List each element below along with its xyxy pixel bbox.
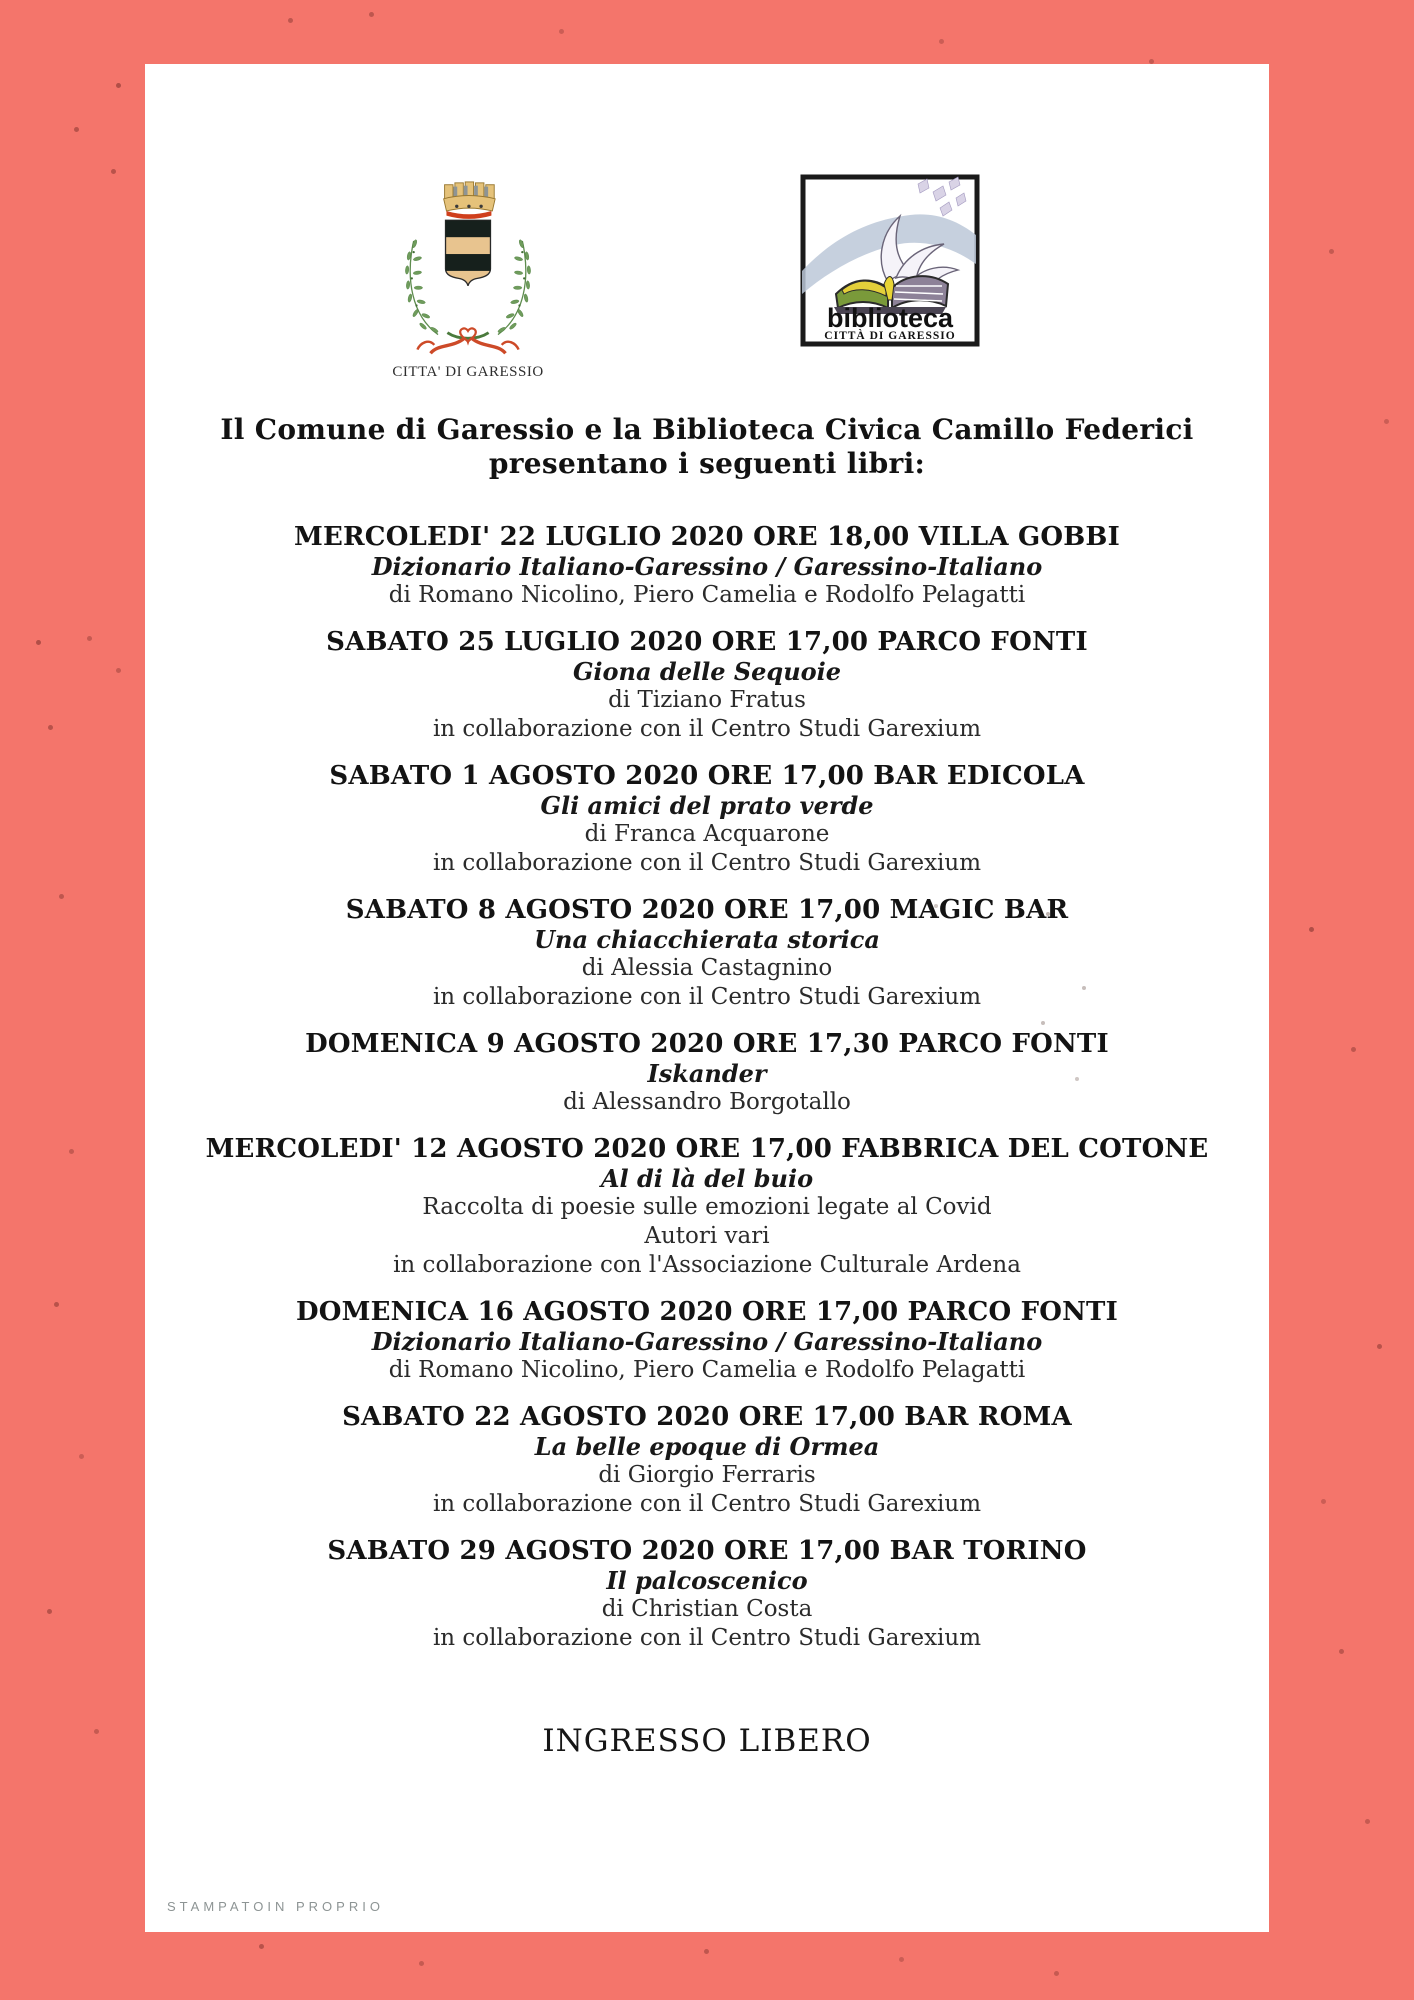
- event-title: Gli amici del prato verde: [540, 791, 874, 820]
- admission-note: INGRESSO LIBERO: [542, 1723, 872, 1759]
- event-block: [165, 1135, 1249, 1280]
- event-line: di Romano Nicolino, Piero Camelia e Rodolfo Pelagatti: [388, 1357, 1026, 1383]
- event-title: Il palcoscenico: [606, 1566, 808, 1595]
- event-line: di Christian Costa: [601, 1596, 813, 1622]
- library-logo: [800, 174, 980, 350]
- event-block: [165, 762, 1249, 878]
- event-heading: SABATO 1 AGOSTO 2020 ORE 17,00 BAR EDICOLA: [329, 761, 1085, 791]
- event-block: [165, 896, 1249, 1012]
- event-title: Al di là del buio: [600, 1164, 814, 1193]
- event-line: in collaborazione con il Centro Studi Garexium: [432, 716, 982, 742]
- event-block: [165, 1403, 1249, 1519]
- event-line: in collaborazione con il Centro Studi Garexium: [432, 984, 982, 1010]
- event-title: Dizionario Italiano-Garessino / Garessino-Italiano: [371, 552, 1043, 581]
- library-logo-title: biblioteca: [826, 303, 954, 333]
- event-line: Autori vari: [644, 1223, 770, 1249]
- event-heading: SABATO 25 LUGLIO 2020 ORE 17,00 PARCO FONTI: [326, 627, 1088, 657]
- event-line: di Alessandro Borgotallo: [563, 1089, 851, 1115]
- ribbon-icon: [417, 328, 518, 353]
- event-block: [165, 523, 1249, 610]
- event-line: di Romano Nicolino, Piero Camelia e Rodolfo Pelagatti: [388, 582, 1026, 608]
- laurel-branch-icon: [405, 239, 439, 334]
- event-line: di Alessia Castagnino: [581, 955, 833, 981]
- print-note: STAMPATOIN PROPRIO: [167, 1899, 384, 1914]
- event-title: La belle epoque di Ormea: [534, 1432, 880, 1461]
- events-list: [145, 523, 1269, 1653]
- header-logos: [145, 64, 1269, 380]
- library-logo-icon: [800, 174, 980, 350]
- event-heading: DOMENICA 9 AGOSTO 2020 ORE 17,30 PARCO FONTI: [305, 1029, 1109, 1059]
- library-logo-subtitle: CITTÀ DI GARESSIO: [824, 330, 956, 342]
- event-block: [165, 1537, 1249, 1653]
- event-line: in collaborazione con il Centro Studi Garexium: [432, 1491, 982, 1517]
- background-speckles: [0, 0, 3, 3]
- event-heading: MERCOLEDI' 12 AGOSTO 2020 ORE 17,00 FABBRICA DEL COTONE: [205, 1134, 1209, 1164]
- event-block: [165, 1298, 1249, 1385]
- poster-title-line1: Il Comune di Garessio e la Biblioteca Civica Camillo Federici: [220, 413, 1194, 446]
- event-line: Raccolta di poesie sulle emozioni legate al Covid: [422, 1194, 992, 1220]
- event-line: di Franca Acquarone: [584, 821, 830, 847]
- event-line: in collaborazione con l'Associazione Culturale Ardena: [393, 1252, 1021, 1278]
- event-line: di Giorgio Ferraris: [598, 1462, 816, 1488]
- crown-icon: [444, 182, 496, 219]
- event-title: Una chiacchierata storica: [534, 925, 880, 954]
- poster-title: [145, 413, 1269, 481]
- event-heading: SABATO 8 AGOSTO 2020 ORE 17,00 MAGIC BAR: [345, 895, 1069, 925]
- event-line: in collaborazione con il Centro Studi Garexium: [432, 1625, 982, 1651]
- paper: [145, 64, 1269, 1932]
- event-heading: MERCOLEDI' 22 LUGLIO 2020 ORE 18,00 VILLA GOBBI: [294, 522, 1120, 552]
- coat-of-arms-icon: [393, 166, 543, 358]
- coat-of-arms-caption: CITTA' DI GARESSIO: [392, 364, 544, 380]
- garessio-coat-of-arms: [388, 166, 548, 381]
- event-heading: DOMENICA 16 AGOSTO 2020 ORE 17,00 PARCO FONTI: [296, 1297, 1118, 1327]
- event-heading: SABATO 29 AGOSTO 2020 ORE 17,00 BAR TORINO: [327, 1536, 1087, 1566]
- event-title: Giona delle Sequoie: [572, 657, 842, 686]
- event-block: [165, 628, 1249, 744]
- event-block: [165, 1030, 1249, 1117]
- event-title: Dizionario Italiano-Garessino / Garessino-Italiano: [371, 1327, 1043, 1356]
- event-heading: SABATO 22 AGOSTO 2020 ORE 17,00 BAR ROMA: [342, 1402, 1072, 1432]
- event-line: di Tiziano Fratus: [608, 687, 806, 713]
- shield-icon: [446, 220, 491, 286]
- poster-title-line2: presentano i seguenti libri:: [488, 447, 926, 480]
- event-title: Iskander: [647, 1059, 767, 1088]
- event-line: in collaborazione con il Centro Studi Garexium: [432, 850, 982, 876]
